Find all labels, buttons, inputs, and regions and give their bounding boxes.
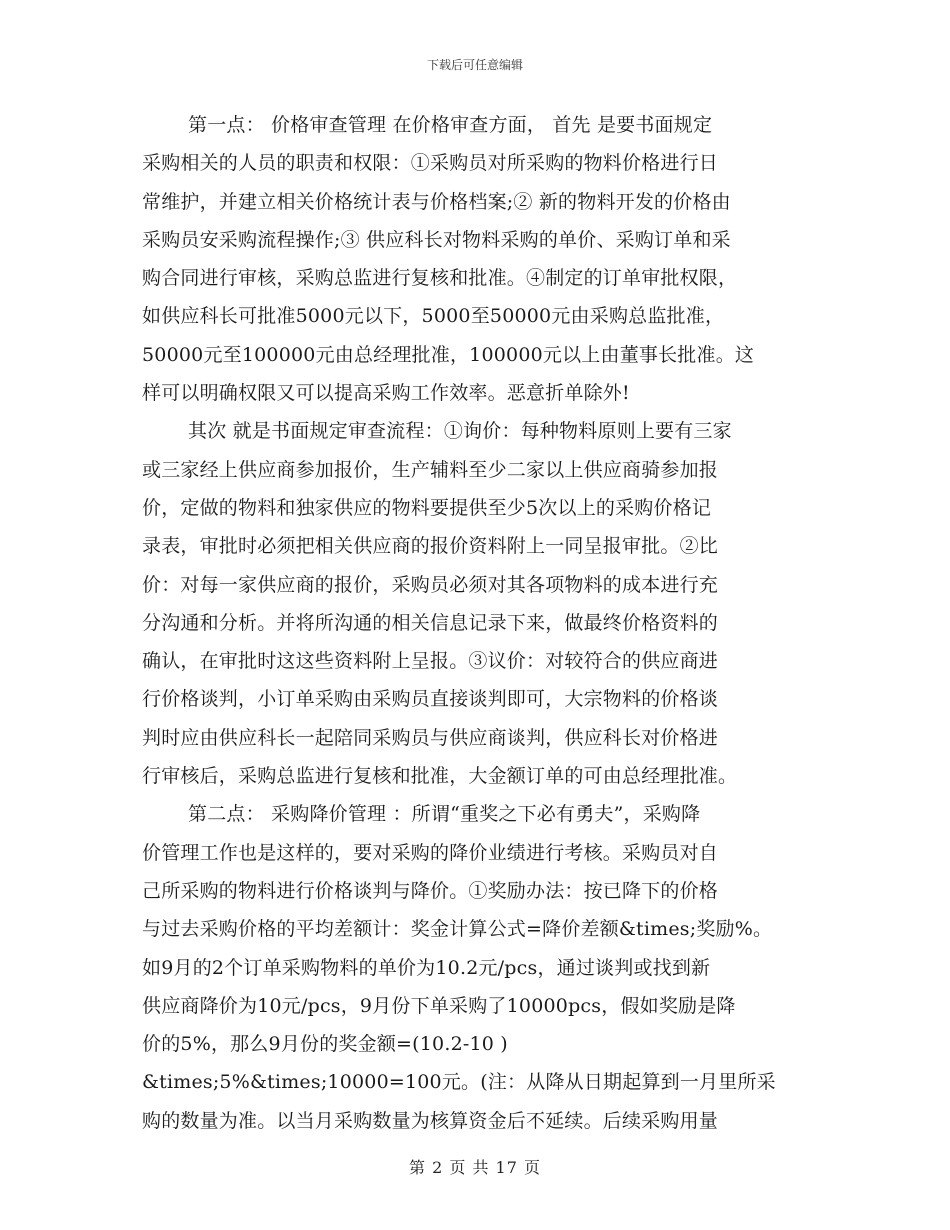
paragraph-line: 价的5%，那么9月份的奖金额=(10.2-10 ) [142,1033,508,1056]
paragraph-line: 50000元至100000元由总经理批准，100000元以上由董事长批准。这 [142,343,755,366]
paragraph-line: 行审核后，采购总监进行复核和批准，大金额订单的可由总经理批准。 [142,765,738,788]
paragraph-line: 行价格谈判，小订单采购由采购员直接谈判即可，大宗物料的价格谈 [142,688,719,711]
paragraph-line: 与过去采购价格的平均差额计：奖金计算公式=降价差额&times;奖励%。 [142,918,773,941]
paragraph-line: 其次 就是书面规定审查流程：①询价：每种物料原则上要有三家 [188,420,732,443]
page-header: 下载后可任意编辑 [426,58,523,72]
paragraph-line: 第一点： 价格审查管理 在价格审查方面， 首先 是要书面规定 [188,114,713,136]
paragraph-line: 购的数量为准。以当月采购数量为核算资金后不延续。后续采购用量 [142,1109,719,1132]
paragraph-line: 样可以明确权限又可以提高采购工作效率。恶意折单除外! [142,382,630,405]
paragraph-line: 采购员安采购流程操作;③ 供应科长对物料采购的单价、采购订单和采 [142,228,731,251]
paragraph-line: 如9月的2个订单采购物料的单价为10.2元/pcs，通过谈判或找到新 [142,956,711,979]
paragraph-line: 分沟通和分析。并将所沟通的相关信息记录下来，做最终价格资料的 [142,611,719,634]
paragraph-line: 价：对每一家供应商的报价，采购员必须对其各项物料的成本进行充 [142,573,719,596]
page-footer: 第 2 页 共 17 页 [409,1158,541,1177]
paragraph-line: 供应商降价为10元/pcs，9月份下单采购了10000pcs，假如奖励是降 [142,994,736,1017]
paragraph-line: 录表，审批时必须把相关供应商的报价资料附上一同呈报审批。②比 [142,535,719,558]
paragraph-line: 价，定做的物料和独家供应的物料要提供至少5次以上的采购价格记 [142,496,712,519]
document-body [142,106,812,1140]
paragraph-line: 如供应科长可批准5000元以下，5000至50000元由采购总监批准， [142,305,725,328]
paragraph-line: 判时应由供应科长一起陪同采购员与供应商谈判，供应科长对价格进 [142,726,719,749]
paragraph-line: 第二点： 采购降价管理 ：所谓“重奖之下必有勇夫”，采购降 [188,803,701,826]
paragraph-line: 采购相关的人员的职责和权限：①采购员对所采购的物料价格进行日 [142,152,719,175]
paragraph-line: &times;5%&times;10000=100元。(注：从降从日期起算到一月里所采 [142,1071,776,1094]
paragraph-line: 价管理工作也是这样的，要对采购的降价业绩进行考核。采购员对自 [142,841,719,864]
paragraph-line: 常维护，并建立相关价格统计表与价格档案;② 新的物料开发的价格由 [142,190,731,213]
paragraph-line: 或三家经上供应商参加报价，生产辅料至少二家以上供应商骑参加报 [142,458,719,481]
paragraph-line: 确认，在审批时这这些资料附上呈报。③议价：对较符合的供应商进 [142,650,719,673]
paragraph-line: 己所采购的物料进行价格谈判与降价。①奖励办法：按已降下的价格 [142,879,719,902]
paragraph-line: 购合同进行审核，采购总监进行复核和批准。④制定的订单审批权限， [142,267,738,290]
